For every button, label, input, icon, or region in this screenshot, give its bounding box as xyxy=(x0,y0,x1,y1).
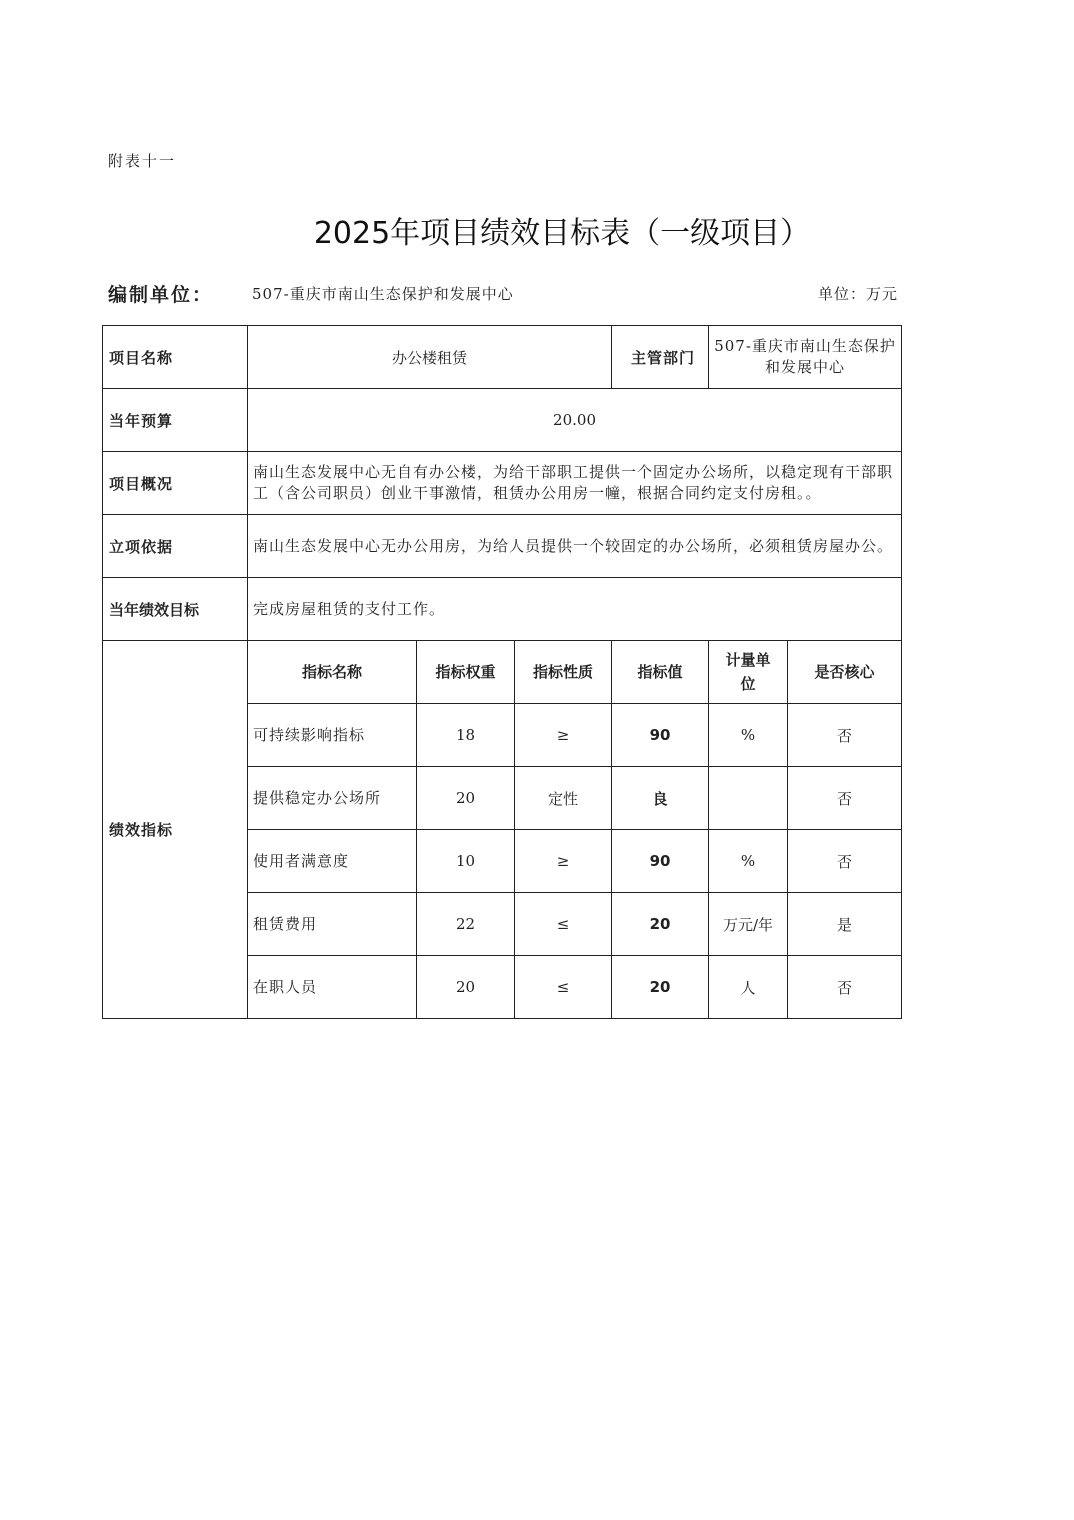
budget-row xyxy=(103,389,902,452)
indicator-name: 使用者满意度 xyxy=(248,830,417,893)
indicator-section-label: 绩效指标 xyxy=(103,641,248,1019)
indicator-name: 在职人员 xyxy=(248,956,417,1019)
appendix-label: 附表十一 xyxy=(108,152,177,170)
page-title: 2025年项目绩效目标表（一级项目） xyxy=(313,216,811,251)
dept-value: 507-重庆市南山生态保护和发展中心 xyxy=(709,326,902,389)
budget-label: 当年预算 xyxy=(103,389,248,452)
org-label: 编制单位： xyxy=(108,284,214,306)
col-header-name: 指标名称 xyxy=(248,641,417,704)
project-name-value: 办公楼租赁 xyxy=(248,326,612,389)
col-header-core: 是否核心 xyxy=(788,641,902,704)
indicator-nature: ≥ xyxy=(515,830,612,893)
indicator-unit: 人 xyxy=(709,956,788,1019)
indicator-unit: % xyxy=(709,704,788,767)
indicator-name: 提供稳定办公场所 xyxy=(248,767,417,830)
indicator-core: 否 xyxy=(788,767,902,830)
indicator-weight: 18 xyxy=(417,704,515,767)
indicator-value: 良 xyxy=(612,767,709,830)
col-header-value: 指标值 xyxy=(612,641,709,704)
overview-row xyxy=(103,452,902,515)
col-header-weight: 指标权重 xyxy=(417,641,515,704)
indicator-nature: ≤ xyxy=(515,893,612,956)
indicator-value: 20 xyxy=(612,893,709,956)
indicator-name: 可持续影响指标 xyxy=(248,704,417,767)
performance-table xyxy=(102,325,902,1019)
goal-row xyxy=(103,578,902,641)
basis-label: 立项依据 xyxy=(103,515,248,578)
project-name-label: 项目名称 xyxy=(103,326,248,389)
indicator-weight: 22 xyxy=(417,893,515,956)
indicator-nature: ≥ xyxy=(515,704,612,767)
project-name-row xyxy=(103,326,902,389)
budget-value: 20.00 xyxy=(248,389,902,452)
indicator-core: 否 xyxy=(788,830,902,893)
org-value: 507-重庆市南山生态保护和发展中心 xyxy=(252,285,514,303)
indicator-unit: % xyxy=(709,830,788,893)
unit-label: 单位：万元 xyxy=(817,285,898,303)
goal-label: 当年绩效目标 xyxy=(103,578,248,641)
goal-value: 完成房屋租赁的支付工作。 xyxy=(248,578,902,641)
indicator-weight: 20 xyxy=(417,767,515,830)
indicator-core: 是 xyxy=(788,893,902,956)
overview-label: 项目概况 xyxy=(103,452,248,515)
indicator-core: 否 xyxy=(788,704,902,767)
indicator-nature: 定性 xyxy=(515,767,612,830)
indicator-unit xyxy=(709,767,788,830)
col-header-nature: 指标性质 xyxy=(515,641,612,704)
overview-value: 南山生态发展中心无自有办公楼，为给干部职工提供一个固定办公场所，以稳定现有干部职工（含公司职员）创业干事激情，租赁办公用房一幢，根据合同约定支付房租。。 xyxy=(248,452,902,515)
indicator-value: 90 xyxy=(612,704,709,767)
indicator-unit: 万元/年 xyxy=(709,893,788,956)
col-header-unit: 计量单位 xyxy=(709,641,788,704)
indicator-weight: 10 xyxy=(417,830,515,893)
indicator-core: 否 xyxy=(788,956,902,1019)
indicator-nature: ≤ xyxy=(515,956,612,1019)
indicator-value: 90 xyxy=(612,830,709,893)
indicator-name: 租赁费用 xyxy=(248,893,417,956)
indicator-value: 20 xyxy=(612,956,709,1019)
indicator-weight: 20 xyxy=(417,956,515,1019)
dept-label: 主管部门 xyxy=(612,326,709,389)
indicator-header-row xyxy=(103,641,902,704)
basis-value: 南山生态发展中心无办公用房，为给人员提供一个较固定的办公场所，必须租赁房屋办公。 xyxy=(248,515,902,578)
basis-row xyxy=(103,515,902,578)
